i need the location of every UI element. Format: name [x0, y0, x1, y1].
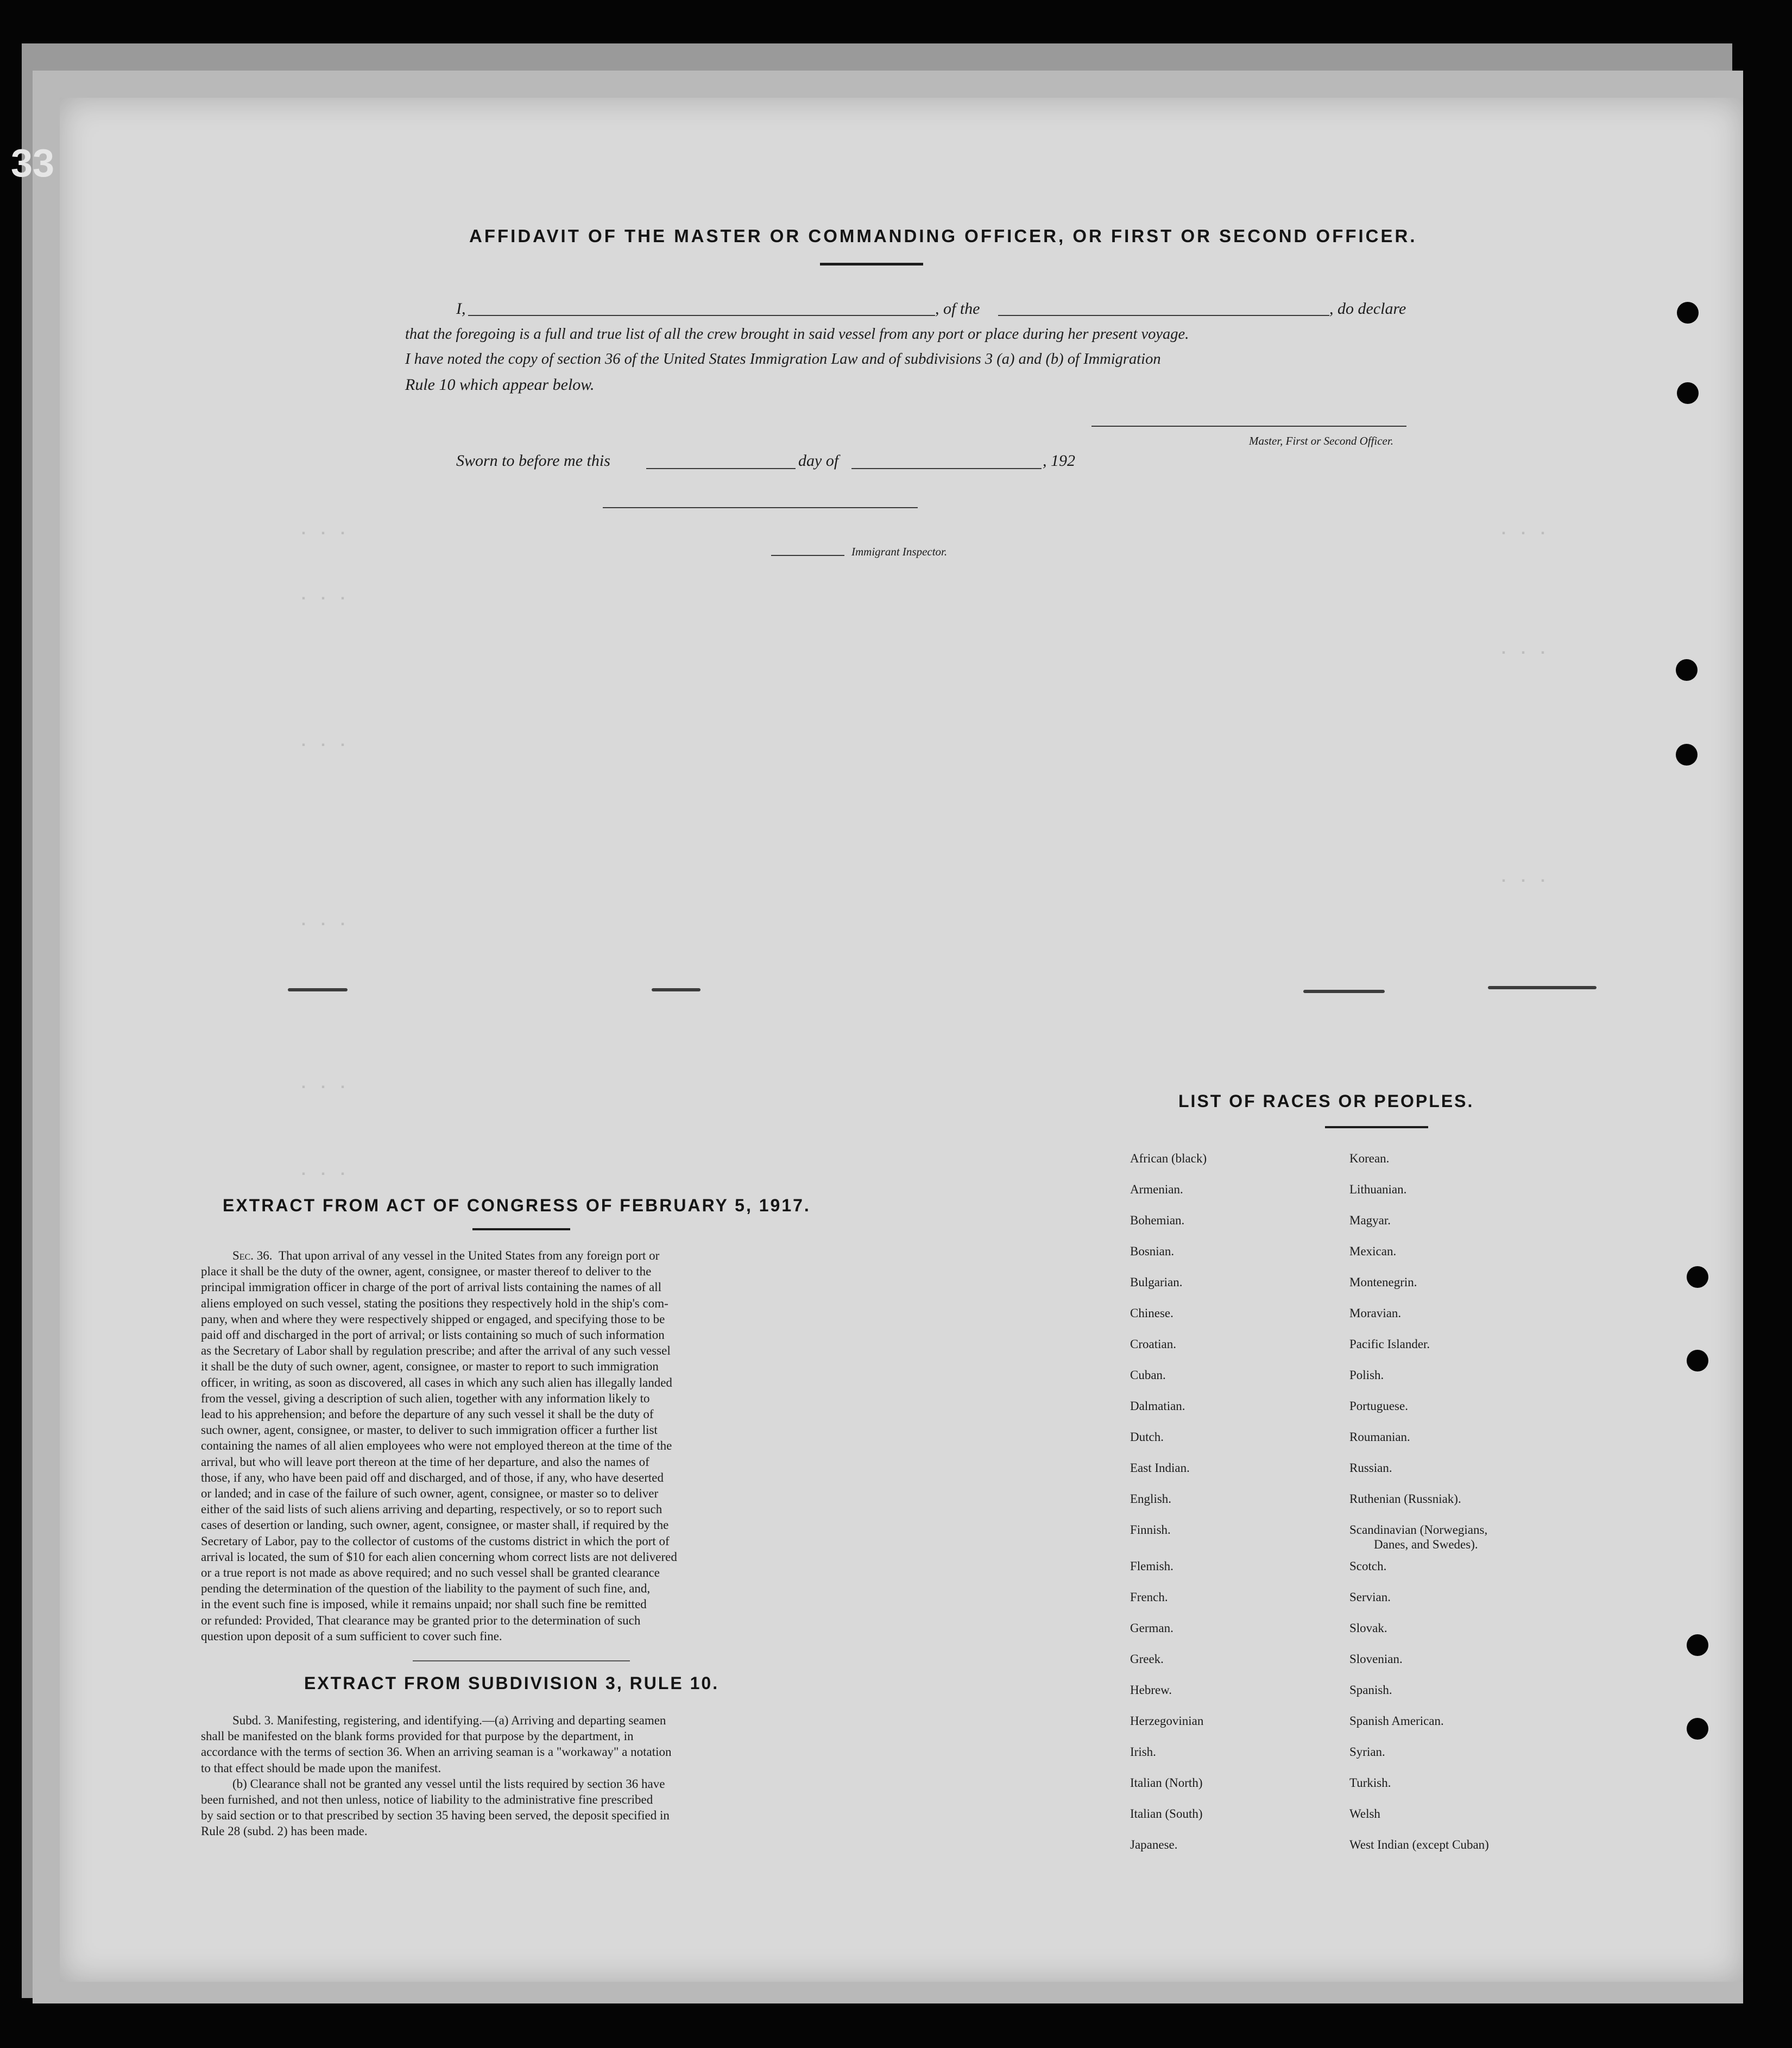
- races-title: LIST OF RACES OR PEOPLES.: [1178, 1091, 1474, 1111]
- day-blank-line: [646, 468, 796, 469]
- race-item: Korean.: [1349, 1152, 1390, 1165]
- race-item: Russian.: [1349, 1461, 1392, 1475]
- punch-hole: [1687, 1634, 1708, 1656]
- race-item-continuation: Danes, and Swedes).: [1374, 1538, 1478, 1551]
- race-item: Ruthenian (Russniak).: [1349, 1492, 1461, 1506]
- bleed-through-dash: [1488, 986, 1597, 989]
- sworn-day-of: day of: [798, 452, 839, 470]
- race-item: Lithuanian.: [1349, 1183, 1407, 1196]
- edge-page-number: 33: [11, 142, 55, 185]
- race-item: Scotch.: [1349, 1559, 1387, 1573]
- race-item: Pacific Islander.: [1349, 1337, 1430, 1351]
- manifest-page-back: [60, 98, 1743, 1982]
- affidavit-line2: that the foregoing is a full and true list of all the crew brought in said vessel from any port or place during her present voyage.: [405, 326, 1189, 343]
- race-item: Welsh: [1349, 1807, 1380, 1821]
- race-item: West Indian (except Cuban): [1349, 1838, 1489, 1851]
- name-blank-line: [468, 315, 935, 316]
- affidavit-line1-of-the: , of the: [935, 300, 980, 318]
- race-item: Moravian.: [1349, 1306, 1402, 1320]
- subdivision-3-text: Subd. 3. Manifesting, registering, and identifying.—(a) Arriving and departing seamen shall be manifested on the blank forms provided for that purpose by the department, in accordance with the terms of section 36. When an arriving seaman is a "workaway" a notation to that effect should be made upon the manifest. (b) Clearance shall not be granted any vessel until the lists required by section 36 have been furnished, and not then unless, notice of liability to the administrative fine prescribed by said section or to that prescribed by section 35 having been served, the deposit specified in Rule 28 (subd. 2) has been made.: [201, 1714, 672, 1838]
- race-item: Dalmatian.: [1130, 1399, 1185, 1413]
- month-blank-line: [851, 468, 1042, 469]
- race-item: Flemish.: [1130, 1559, 1173, 1573]
- race-item: French.: [1130, 1590, 1168, 1604]
- bleed-through-mark: . . .: [1499, 521, 1548, 540]
- punch-hole: [1676, 744, 1698, 766]
- punch-hole: [1687, 1718, 1708, 1740]
- race-item: Spanish.: [1349, 1683, 1392, 1697]
- race-item: German.: [1130, 1621, 1173, 1635]
- race-item: Chinese.: [1130, 1306, 1173, 1320]
- race-item: Magyar.: [1349, 1213, 1391, 1227]
- bleed-through-dash: [652, 988, 701, 991]
- race-item: Herzegovinian: [1130, 1714, 1204, 1728]
- bleed-through-dash: [1303, 990, 1385, 993]
- race-item: Cuban.: [1130, 1368, 1166, 1382]
- race-item: Greek.: [1130, 1652, 1164, 1666]
- inspector-caption-line: [771, 555, 844, 556]
- race-item: Slovak.: [1349, 1621, 1387, 1635]
- signature-line: [1091, 426, 1406, 427]
- race-item: Spanish American.: [1349, 1714, 1444, 1728]
- title-underline: [820, 263, 923, 266]
- bleed-through-mark: . . .: [299, 733, 348, 751]
- race-item: English.: [1130, 1492, 1172, 1506]
- race-item: African (black): [1130, 1152, 1207, 1165]
- punch-hole: [1687, 1266, 1708, 1288]
- race-item: Syrian.: [1349, 1745, 1385, 1759]
- race-item: Slovenian.: [1349, 1652, 1403, 1666]
- race-item: Finnish.: [1130, 1523, 1171, 1537]
- sworn-prefix: Sworn to before me this: [456, 452, 610, 470]
- bleed-through-dash: [288, 988, 348, 991]
- extract-act-underline: [472, 1228, 570, 1230]
- race-item: Irish.: [1130, 1745, 1156, 1759]
- race-item: Scandinavian (Norwegians,: [1349, 1523, 1488, 1537]
- bleed-through-mark: . . .: [299, 586, 348, 605]
- race-item: Bulgarian.: [1130, 1275, 1183, 1289]
- bleed-through-mark: . . .: [299, 912, 348, 931]
- race-item: Italian (South): [1130, 1807, 1203, 1821]
- race-item: Croatian.: [1130, 1337, 1176, 1351]
- bleed-through-mark: . . .: [1499, 641, 1548, 659]
- race-item: Armenian.: [1130, 1183, 1183, 1196]
- race-item: East Indian.: [1130, 1461, 1190, 1475]
- race-item: Bohemian.: [1130, 1213, 1185, 1227]
- race-item: Roumanian.: [1349, 1430, 1410, 1444]
- section-36-label: Sec. 36.: [232, 1249, 273, 1262]
- sworn-year: , 192: [1043, 452, 1075, 470]
- inspector-caption: Immigrant Inspector.: [851, 545, 948, 558]
- punch-hole: [1677, 382, 1699, 404]
- affidavit-title: AFFIDAVIT OF THE MASTER OR COMMANDING OFFICER, OR FIRST OR SECOND OFFICER.: [469, 226, 1417, 246]
- race-item: Bosnian.: [1130, 1244, 1175, 1258]
- extract-rule-title: EXTRACT FROM SUBDIVISION 3, RULE 10.: [304, 1673, 720, 1693]
- race-item: Mexican.: [1349, 1244, 1397, 1258]
- affidavit-line1-i: I,: [456, 300, 466, 318]
- extract-act-title: EXTRACT FROM ACT OF CONGRESS OF FEBRUARY 5, 1917.: [223, 1196, 811, 1215]
- race-item: Turkish.: [1349, 1776, 1391, 1790]
- affidavit-line3: I have noted the copy of section 36 of the United States Immigration Law and of subdivisions 3 (a) and (b) of Immigration: [405, 351, 1161, 368]
- race-item: Italian (North): [1130, 1776, 1203, 1790]
- affidavit-line1-declare: , do declare: [1329, 300, 1406, 318]
- race-item: Japanese.: [1130, 1838, 1178, 1851]
- race-item: Dutch.: [1130, 1430, 1164, 1444]
- section-36-text: Sec. 36. That upon arrival of any vessel in the United States from any foreign port or place it shall be the duty of the owner, agent, consignee, or master thereof to deliver to the principal immigration officer in charge of the port of arrival lists containing the names of all aliens employed on such vessel, stating the positions they respectively hold in the ship's com- pany, when and where they were respectively shipped or engaged, and specifying those to be paid off and discharged in the port of arrival; or lists containing so much of such information as the Secretary of Labor shall by regulation prescribe; and after the arrival of any such vessel it shall be the duty of such owner, agent, consignee, or master to report to such immigration officer, in writing, as soon as discovered, all cases in which any such alien has illegally landed from the vessel, giving a description of such alien, together with any information likely to lead to his apprehension; and before the departure of any such vessel it shall be the duty of such owner, agent, consignee, or master, to deliver to such immigration officer a further list containing the names of all alien employees who were not employed thereon at the time of the arrival, but who will leave port thereon at the time of her departure, and also the names of those, if any, who have been paid off and discharged, and of those, if any, who have deserted or landed; and in case of the failure of such owner, agent, consignee, or master so to deliver either of the said lists of such aliens arriving and departing, respectively, or so to report such cases of desertion or landing, such owner, agent, consignee, or master shall, if required by the Secretary of Labor, pay to the collector of customs of the customs district in which the port of arrival is located, the sum of $10 for each alien concerning whom correct lists are not delivered or a true report is not made as above required; and no such vessel shall be granted clearance pending the determination of the question of the liability to the payment of such fine, and, in the event such fine is imposed, while it remains unpaid; nor shall such fine be remitted or refunded: Provided, That clearance may be granted prior to the determination of such question upon deposit of a sum sufficient to cover such fine.: [201, 1249, 677, 1643]
- bleed-through-mark: . . .: [299, 521, 348, 540]
- bleed-through-mark: . . .: [299, 1162, 348, 1180]
- race-item: Servian.: [1349, 1590, 1391, 1604]
- signature-caption: Master, First or Second Officer.: [1249, 434, 1393, 447]
- race-item: Hebrew.: [1130, 1683, 1172, 1697]
- race-item: Polish.: [1349, 1368, 1384, 1382]
- affidavit-line4: Rule 10 which appear below.: [405, 376, 595, 394]
- bleed-through-mark: . . .: [1499, 869, 1548, 887]
- races-underline: [1325, 1126, 1428, 1128]
- race-item: Portuguese.: [1349, 1399, 1408, 1413]
- punch-hole: [1677, 302, 1699, 324]
- vessel-blank-line: [998, 315, 1329, 316]
- section-divider: [413, 1660, 630, 1661]
- inspector-signature-line: [603, 507, 918, 508]
- race-item: Montenegrin.: [1349, 1275, 1417, 1289]
- punch-hole: [1676, 659, 1698, 681]
- punch-hole: [1687, 1350, 1708, 1371]
- bleed-through-mark: . . .: [299, 1075, 348, 1093]
